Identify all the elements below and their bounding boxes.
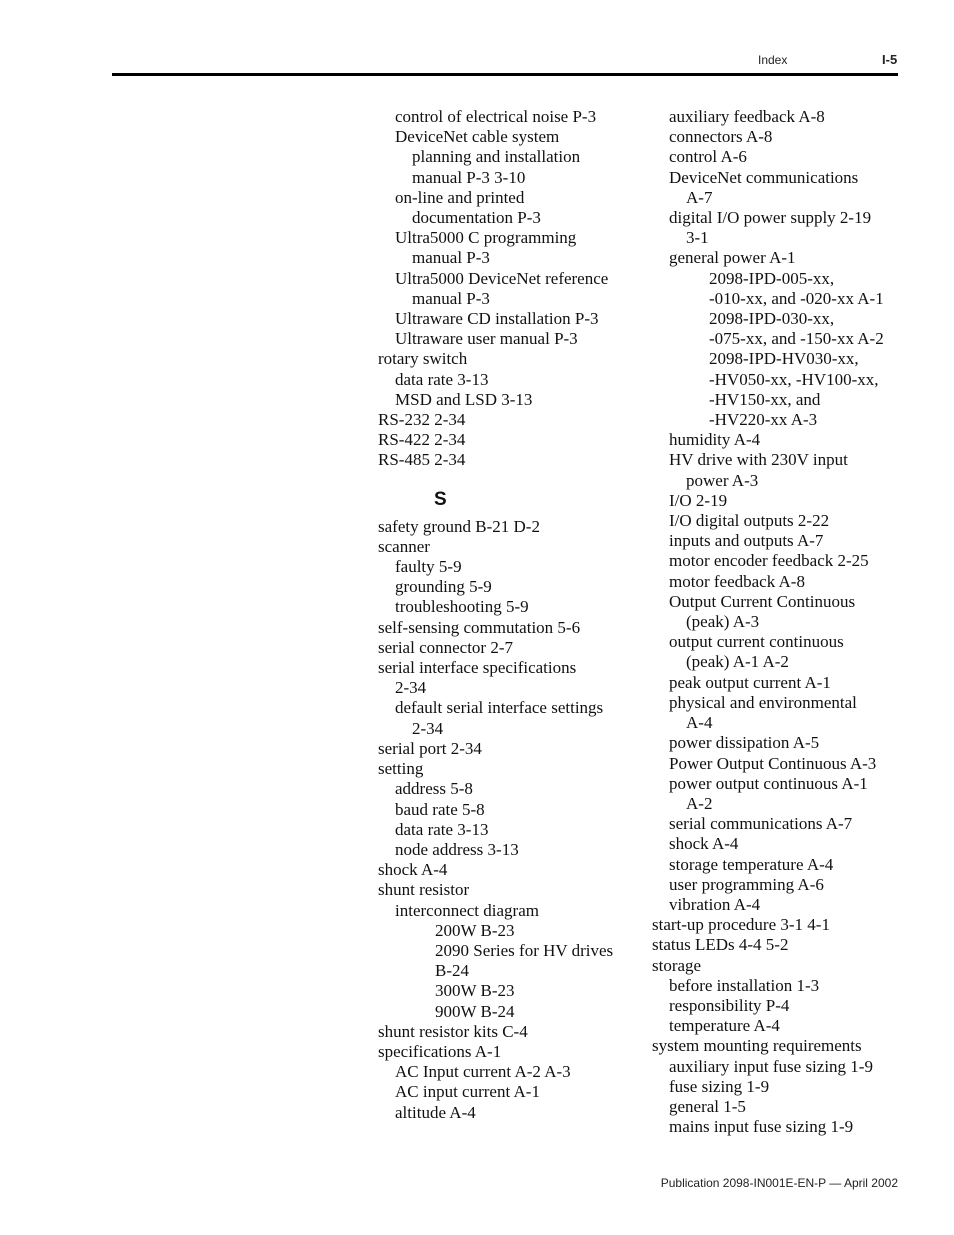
index-entry-line: responsibility P-4 [669,995,790,1015]
index-entry-line: MSD and LSD 3-13 [395,389,533,409]
index-entry-line: specifications A-1 [378,1041,502,1061]
index-entry-line: start-up procedure 3-1 4-1 [652,915,830,935]
index-entry-line: auxiliary feedback A-8 [669,107,825,126]
publication-footer: Publication 2098-IN001E-EN-P — April 2002 [660,1176,898,1190]
index-entry-line: setting [378,759,424,779]
index-entry [652,733,902,753]
index-entry [378,981,628,1001]
index-entry-line: 200W B-23 [435,920,515,940]
index-entry [378,450,628,470]
index-entry-line: shunt resistor [378,880,470,900]
index-entry [378,577,628,597]
index-entry-line: Ultra5000 DeviceNet reference [395,268,609,288]
index-entry [652,632,902,672]
index-entry-continuation: 3-1 [686,228,709,248]
index-entry-line: peak output current A-1 [669,672,831,692]
index-entry [652,693,902,733]
index-entry [652,248,902,268]
index-entry-line: rotary switch [378,349,468,369]
index-entry-line: HV drive with 230V input [669,450,848,470]
index-entry-line: RS-232 2-34 [378,410,466,430]
index-letter-heading: S [434,488,447,510]
index-entry [652,592,902,632]
index-entry-line: general 1-5 [669,1096,746,1116]
index-entry [652,168,902,208]
index-entry-line: altitude A-4 [395,1102,476,1122]
running-header-section: Index [758,53,788,67]
index-column-left [378,107,628,1123]
index-entry [652,673,902,693]
index-entry [378,517,628,537]
index-entry-line: address 5-8 [395,779,473,799]
index-entry [378,658,628,698]
index-entry-line: grounding 5-9 [395,577,492,597]
index-entry-line: troubleshooting 5-9 [395,597,529,617]
index-entry-continuation: -HV220-xx A-3 [709,410,818,430]
index-entry-continuation: B-24 [435,961,469,981]
index-entry [378,410,628,430]
index-entry-line: control of electrical noise P-3 [395,107,597,126]
index-entry-line: status LEDs 4-4 5-2 [652,935,789,955]
index-entry [378,430,628,450]
index-entry-line: on-line and printed [395,187,525,207]
index-entry-line: safety ground B-21 D-2 [378,516,540,536]
index-entry-line: scanner [378,536,430,556]
index-entry-line: Power Output Continuous A-3 [669,753,877,773]
index-entry [652,1016,902,1036]
index-entry [652,511,902,531]
index-entry-line: output current continuous [669,632,844,652]
index-entry-continuation: -HV150-xx, and [709,389,821,409]
index-entry-continuation: 2-34 [412,718,444,738]
index-entry [652,956,902,976]
index-entry-continuation: planning and installation [412,147,581,167]
index-entry [652,875,902,895]
index-entry [652,491,902,511]
index-entry [378,329,628,349]
index-entry [378,880,628,900]
index-entry [652,147,902,167]
index-entry-line: 300W B-23 [435,981,515,1001]
index-entry [378,228,628,268]
index-entry-line: node address 3-13 [395,839,519,859]
index-entry-continuation: power A-3 [686,470,759,490]
index-entry [652,1097,902,1117]
index-entry [652,309,902,349]
index-entry-line: data rate 3-13 [395,369,489,389]
index-entry [378,557,628,577]
index-entry [378,537,628,557]
index-entry-line: power output continuous A-1 [669,773,868,793]
index-entry-line: Output Current Continuous [669,591,856,611]
index-entry [652,531,902,551]
index-entry [378,941,628,981]
index-entry [378,698,628,738]
index-entry [378,349,628,369]
index-entry [378,370,628,390]
index-entry [378,921,628,941]
index-entry-line: humidity A-4 [669,430,761,450]
index-entry-line: self-sensing commutation 5-6 [378,617,581,637]
index-entry-line: general power A-1 [669,248,796,268]
index-entry-continuation: -010-xx, and -020-xx A-1 [709,288,884,308]
index-entry [378,739,628,759]
index-entry [652,1077,902,1097]
index-entry-line: user programming A-6 [669,874,824,894]
index-entry [652,1036,902,1056]
index-entry [378,597,628,617]
index-entry [378,820,628,840]
index-entry [652,430,902,450]
index-entry-line: storage [652,955,702,975]
index-entry-line: serial connector 2-7 [378,637,513,657]
index-entry [378,860,628,880]
index-entry [378,779,628,799]
index-entry-line: serial port 2-34 [378,738,482,758]
index-entry [652,349,902,430]
index-entry-line: temperature A-4 [669,1016,780,1036]
index-entry-continuation: (peak) A-1 A-2 [686,652,789,672]
index-entry-line: Ultraware user manual P-3 [395,329,578,349]
index-entry-line: interconnect diagram [395,900,539,920]
index-entry [652,774,902,814]
page-number: I-5 [882,52,898,67]
index-entry-line: motor feedback A-8 [669,571,805,591]
index-entry-line: RS-485 2-34 [378,450,466,470]
index-entry-line: mains input fuse sizing 1-9 [669,1117,854,1137]
index-entry-line: I/O digital outputs 2-22 [669,511,830,531]
index-entry [378,901,628,921]
index-entry-line: shock A-4 [669,834,739,854]
index-entry-continuation: manual P-3 [412,288,490,308]
index-entry [652,935,902,955]
index-entry [652,1057,902,1077]
index-entry-line: inputs and outputs A-7 [669,531,824,551]
index-entry-line: data rate 3-13 [395,819,489,839]
index-entry-line: shock A-4 [378,860,448,880]
index-entry [652,915,902,935]
index-entry [378,1082,628,1102]
index-entry [652,855,902,875]
index-entry-line: AC Input current A-2 A-3 [395,1062,571,1082]
index-entry [652,208,902,248]
index-entry-line: motor encoder feedback 2-25 [669,551,869,571]
index-entry [652,976,902,996]
index-entry [378,840,628,860]
index-entry-line: RS-422 2-34 [378,430,466,450]
index-entry [652,107,902,127]
index-entry [378,269,628,309]
index-entry-line: power dissipation A-5 [669,733,820,753]
index-entry [652,834,902,854]
index-entry-continuation: documentation P-3 [412,208,541,228]
index-entry [378,1002,628,1022]
index-entry-continuation: -HV050-xx, -HV100-xx, [709,369,879,389]
index-entry-continuation: A-2 [686,793,713,813]
index-entry [378,800,628,820]
index-entry-line: 2098-IPD-005-xx, [709,268,835,288]
index-entry-line: before installation 1-3 [669,975,820,995]
index-entry [652,269,902,309]
index-entry-line: faulty 5-9 [395,557,462,577]
index-entry-line: DeviceNet communications [669,167,859,187]
index-entry [378,127,628,188]
index-entry [378,618,628,638]
index-entry-line: fuse sizing 1-9 [669,1076,770,1096]
index-entry-line: shunt resistor kits C-4 [378,1021,528,1041]
index-entry-line: Ultraware CD installation P-3 [395,309,599,329]
index-entry-line: physical and environmental [669,692,857,712]
index-entry-continuation: A-7 [686,187,713,207]
index-entry [652,814,902,834]
index-entry [378,638,628,658]
index-entry-line: baud rate 5-8 [395,799,485,819]
index-entry [652,895,902,915]
index-entry [378,1042,628,1062]
index-entry-continuation: A-4 [686,713,713,733]
index-entry-line: serial interface specifications [378,658,577,678]
index-entry-line: AC input current A-1 [395,1082,540,1102]
index-entry [652,996,902,1016]
index-entry-line: 2098-IPD-030-xx, [709,309,835,329]
index-entry [378,1062,628,1082]
index-entry-continuation: manual P-3 3-10 [412,167,526,187]
index-entry-line: system mounting requirements [652,1036,862,1056]
index-entry-line: default serial interface settings [395,698,604,718]
index-entry-line: 2090 Series for HV drives [435,940,614,960]
index-entry-line: serial communications A-7 [669,814,853,834]
index-entry [652,1117,902,1137]
index-entry-line: Ultra5000 C programming [395,228,577,248]
index-column-right [652,107,902,1137]
index-entry [378,759,628,779]
index-entry-line: auxiliary input fuse sizing 1-9 [669,1056,873,1076]
index-entry [652,127,902,147]
index-entry-line: digital I/O power supply 2-19 [669,208,872,228]
index-entry [378,1022,628,1042]
index-entry-line: connectors A-8 [669,127,773,147]
index-entry-line: control A-6 [669,147,747,167]
index-entry-line: storage temperature A-4 [669,854,834,874]
index-entry [652,551,902,571]
index-entry-line: DeviceNet cable system [395,127,560,147]
index-entry [652,754,902,774]
index-entry-continuation: manual P-3 [412,248,490,268]
index-entry [378,309,628,329]
index-entry [378,188,628,228]
index-entry [378,1103,628,1123]
index-entry-line: 900W B-24 [435,1001,515,1021]
index-entry [378,390,628,410]
index-entry-line: vibration A-4 [669,894,761,914]
index-entry-continuation: 2-34 [395,678,427,698]
index-entry-line: 2098-IPD-HV030-xx, [709,349,859,369]
index-entry-line: I/O 2-19 [669,490,728,510]
index-entry-continuation: -075-xx, and -150-xx A-2 [709,329,884,349]
header-rule [112,73,898,76]
index-entry [652,572,902,592]
index-entry [652,450,902,490]
index-entry-continuation: (peak) A-3 [686,612,760,632]
index-entry [378,107,628,127]
